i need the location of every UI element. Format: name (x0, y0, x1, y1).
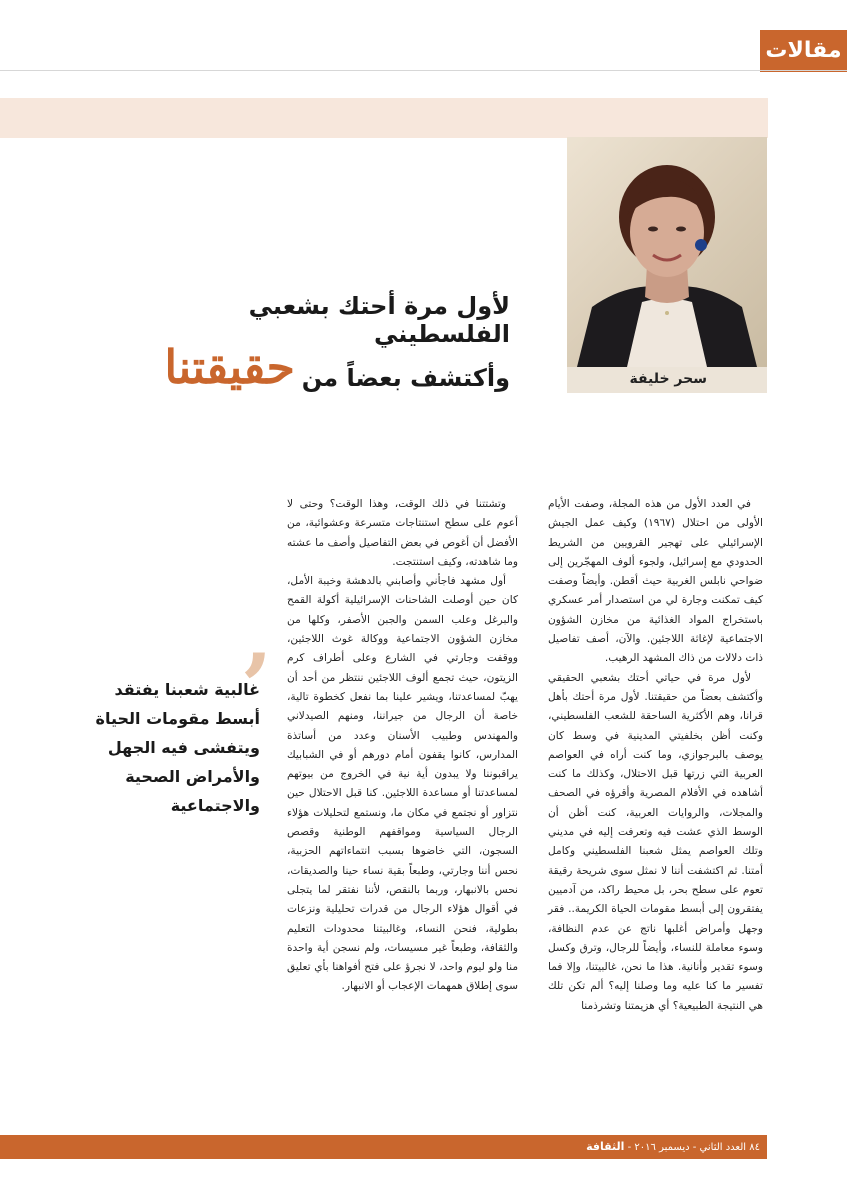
author-photo (567, 137, 767, 367)
issue-info: العدد الثاني - ديسمبر ٢٠١٦ - (627, 1142, 747, 1153)
magazine-name: الثقافة (586, 1140, 625, 1153)
headline-highlight: حقيقتنا (164, 340, 295, 394)
page-number: ٨٤ (749, 1142, 760, 1153)
headline-line-1: لأول مرة أحتك بشعبي الفلسطيني (248, 292, 510, 348)
body-column-right (548, 495, 763, 1016)
paragraph: لأول مرة في حياتي أحتك بشعبي الحقيقي وأكتشف بعضاً من حقيقتنا. لأول مرة أحتك بأهل قرانا، وهم الأكثرية الساحقة للشعب الفلسطيني، وكنت أظن بخلفيتي المدينية في وسط كان يوصف بالبرجوازي، وما كنت أراه في العواصم العربية التي زرتها قبل الاحتلال، وكذلك ما كنت أشاهده في الأفلام المصرية وأقرؤه في الصحف والمجلات، والروايات العربية، كنت أظن أن الوسط الذي عشت فيه وتعرفت إليه في مديني وتلك العواصم يمثل شعبنا الفلسطيني وكامل أمتنا. ثم اكتشفت أننا لا نمثل سوى شريحة رقيقة تعوم على سطح بحر، بل محيط راكد، من آدميين يفتقرون إلى أبسط مقومات الحياة الكريمة.. فقر وجهل وأمراض أغلبها ناتج عن عدم النظافة، وسوء معاملة للنساء، وأيضاً للرجال، وترق وكسل وسوء تقدير وأنانية. هذا ما نحن، غالبيتنا، وإلا فما تفسير ما كنا عليه وما وصلنا إليه؟ ألم تكن تلك هي النتيجة الطبيعية؟ أي هزيمتنا وتشرذمنا (548, 671, 763, 1012)
portrait-illustration (567, 137, 767, 367)
author-name: سحر خليفة (629, 371, 707, 387)
pull-quote: غالبية شعبنا يفتقد أبسط مقومات الحياة ويتفشى فيه الجهل والأمراض الصحية والاجتماعية (95, 680, 260, 815)
paragraph: وتشتتنا في ذلك الوقت، وهذا الوقت؟ وحتى لا أعوم على سطح استنتاجات متسرعة وعشوائية، من الأفضل أن أغوص في بعض التفاصيل وأصف ما عشته وما شاهدته، وكيف استنتجت. (287, 498, 518, 568)
header-rule (0, 70, 847, 71)
paragraph: أول مشهد فاجأني وأصابني بالدهشة وخيبة الأمل، كان حين أوصلت الشاحنات الإسرائيلية أكولة القمح والبرغل وعلب السمن والجبن الأصفر، وكلها من مخازن الشؤون الاجتماعية ووكالة غوث اللاجئين، ووقفت وجارتي في الشارع وعلى أطراف كرم الزيتون، حيث تجمع ألوف اللاجئين ننتظر من أحد أن يهبّ لمساعدتنا، ويشير علينا بما نفعل كخطوة تالية، خاصة أن الرجال من جيراننا، ومنهم الصيدلاني والمهندس وطبيب الأسنان وعدد من أساتذة المدارس، كانوا يقفون أمام دورهم أو في الشبابيك يراقبوننا ولا يبدون أية نية في الخروج من بيوتهم لمساعدتنا أو مساعدة اللاجئين. كنا قبل الاحتلال حين نتزاور أو نجتمع في مكان ما، ونستمع لتحليلات هؤلاء الرجال السياسية ومواقفهم الوطنية وقصص السجون، التي خاضوها بسبب انتماءاتهم الحزبية، نحس أننا وجارتي، وطبعاً بقية نساء حينا والصديقات، نحس بالانبهار، وربما بالنقص، لأننا نفتقر لما يتجلى في أقوال هؤلاء الرجال من قدرات تحليلية ونزعات بطولية، فنحن النساء، وغالبيتنا محدودات التعليم والثقافة، وطبعاً غير مسيسات، ولم نسجن أية واحدة منا ولو ليوم واحد، لا نجرؤ على فتح أفواهنا بأي تعليق سوى إطلاق همهمات الإعجاب أو الانبهار. (287, 575, 518, 993)
section-label: مقالات (765, 38, 842, 63)
body-column-left (287, 495, 518, 997)
paragraph: في العدد الأول من هذه المجلة، وصفت الأيام الأولى من احتلال (١٩٦٧) وكيف عمل الجيش الإسرائيلي على تهجير القرويين من الشريط الحدودي مع إسرائيل، ولجوء ألوف المهجّرين إلى ضواحي نابلس الغربية حيث أقطن. وأيضاً وصفت كيف تمكنت وجارة لي من استصدار أمر عسكري باستخراج المواد الغذائية من مخازن الشؤون الاجتماعية لإغاثة اللاجئين. والآن، أصف تفاصيل ذات دلالات من ذاك المشهد الرهيب. (548, 498, 763, 665)
section-tab (760, 30, 847, 72)
headline-line-2: وأكتشف بعضاً من (301, 364, 510, 392)
quote-mark-icon: ’ (240, 634, 272, 740)
footer-info (545, 1135, 760, 1159)
header-band (0, 98, 768, 138)
